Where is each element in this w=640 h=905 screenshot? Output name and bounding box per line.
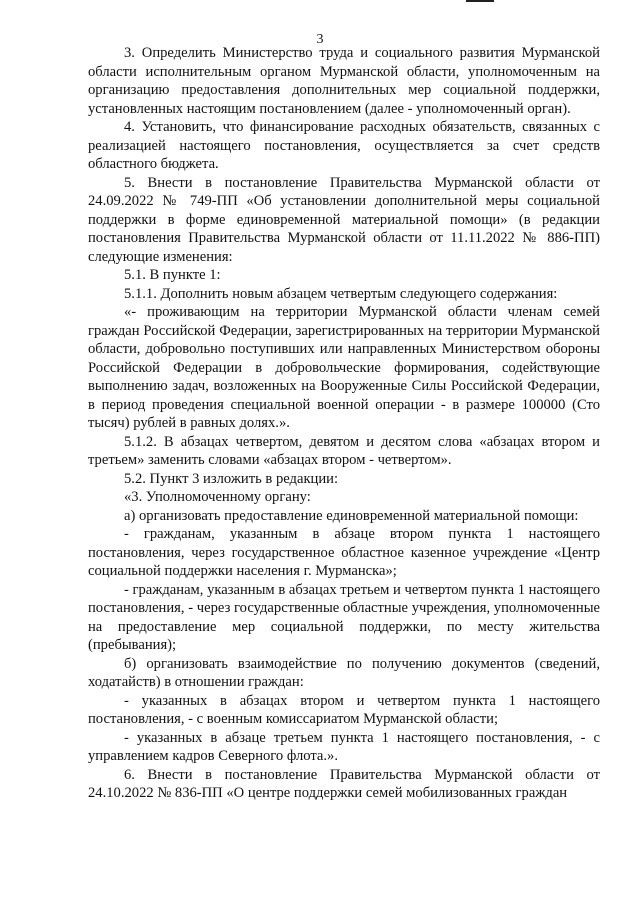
paragraph-b: б) организовать взаимодействие по получению документов (сведений, ходатайств) в отношении граждан:: [88, 655, 600, 690]
paragraph-5: 5. Внести в постановление Правительства Мурманской области от 24.09.2022 № 749-ПП «Об установлении дополнительной меры социальной поддержки в форме единовременной материальной помощи» (в редакции постановления Правительства Мурманской области от 11.11.2022 № 886-ПП) следующие изменения:: [88, 174, 600, 265]
paragraph-5-2: 5.2. Пункт 3 изложить в редакции:: [124, 470, 339, 487]
paragraph-a-item-1: - гражданам, указанным в абзаце втором пункта 1 настоящего постановления, через государственное областное казенное учреждение «Центр социальной поддержки населения г. Мурманска»;: [88, 526, 600, 579]
paragraph-6: 6. Внести в постановление Правительства Мурманской области от 24.10.2022 № 836-ПП «О центре поддержки семей мобилизованных граждан: [88, 766, 600, 801]
paragraph-quote-new-abzac: «- проживающим на территории Мурманской области членам семей граждан Российской Федерации, зарегистрированных на территории Мурманской области, добровольно поступивших или направленных Министерством обороны Российской Федерации в добровольческие формирования, содействующие выполнению задач, возложенных на Вооруженные Силы Российской Федерации, в период проведения специальной военной операции - в размере 100000 (Сто тысяч) рублей в равных долях.».: [88, 304, 600, 431]
paragraph-5-1-2: 5.1.2. В абзацах четвертом, девятом и десятом слова «абзацах втором и третьем» заменить словами «абзацах втором - четвертом».: [88, 433, 600, 468]
paragraph-a-item-2: - гражданам, указанным в абзацах третьем и четвертом пункта 1 настоящего постановления, - через государственные областные учреждения, уполномоченные на предоставление мер социальной поддержки, по месту жительства (пребывания);: [88, 581, 600, 653]
paragraph-4: 4. Установить, что финансирование расходных обязательств, связанных с реализацией настоящего постановления, осуществляется за счет средств областного бюджета.: [88, 119, 600, 172]
page-number: 3: [316, 32, 324, 47]
paragraph-quote-3: «3. Уполномоченному органу:: [124, 489, 311, 505]
paragraph-3: 3. Определить Министерство труда и социального развития Мурманской области исполнительным органом Мурманской области, уполномоченным на организацию предоставления дополнительных мер социальной поддержки, установленных настоящим постановлением (далее - уполномоченный орган).: [88, 45, 600, 117]
top-edge-mark: [466, 0, 494, 2]
document-body: [88, 44, 600, 803]
paragraph-b-item-1: - указанных в абзацах втором и четвертом пункта 1 настоящего постановления, - с военным комиссариатом Мурманской области;: [88, 692, 600, 727]
paragraph-5-1: 5.1. В пункте 1:: [124, 267, 221, 283]
paragraph-5-1-1: 5.1.1. Дополнить новым абзацем четвертым следующего содержания:: [124, 285, 558, 302]
paragraph-a: а) организовать предоставление единовременной материальной помощи:: [124, 507, 579, 524]
paragraph-b-item-2: - указанных в абзаце третьем пункта 1 настоящего постановления, - с управлением кадров Северного флота.».: [88, 729, 600, 764]
